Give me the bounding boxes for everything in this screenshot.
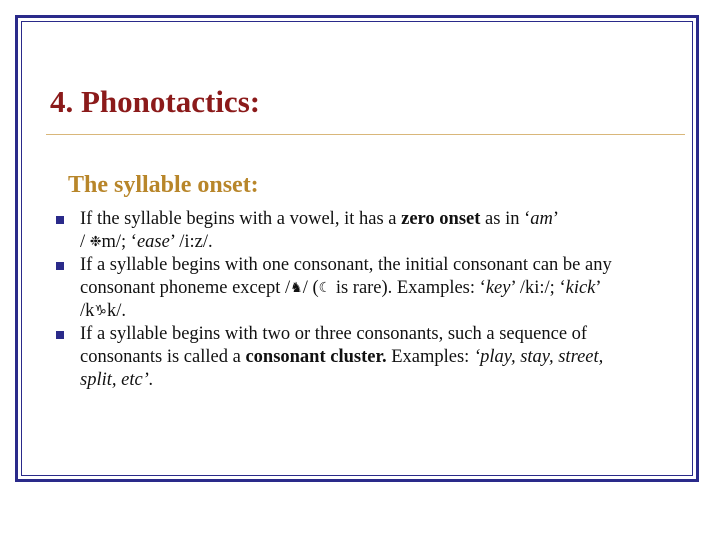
bullet-1-line-1: If the syllable begins with a vowel, it has a zero onset as in ‘am’ — [80, 209, 560, 229]
bullet-item-single-consonant — [56, 254, 696, 323]
phonetic-symbol-glyph: ♞ — [290, 280, 303, 296]
bullet-1-line-2: / ❉m/; ‘ease’ /i:z/. — [80, 232, 213, 252]
bullet-item-zero-onset — [56, 208, 696, 254]
square-bullet-icon — [56, 331, 64, 339]
bullet-list — [56, 208, 696, 392]
square-bullet-icon — [56, 216, 64, 224]
bullet-item-consonant-cluster — [56, 323, 696, 392]
bullet-2-line-3: /k♑k/. — [80, 301, 126, 321]
bullet-3-line-2: consonants is called a consonant cluster. Examples: ‘play, stay, street, — [80, 347, 604, 367]
bullet-2-line-2: consonant phoneme except /♞/ (☾ is rare). Examples: ‘key’ /ki:/; ‘kick’ — [80, 278, 602, 298]
bullet-3-line-1: If a syllable begins with two or three consonants, such a sequence of — [80, 324, 588, 344]
phonetic-symbol-glyph: ☾ — [318, 280, 332, 296]
title-divider — [46, 134, 685, 135]
phonetic-symbol-glyph: ❉ — [89, 234, 102, 250]
bullet-3-line-3: split, etc’. — [80, 370, 154, 390]
square-bullet-icon — [56, 262, 64, 270]
phonetic-symbol-glyph: ♑ — [94, 303, 107, 319]
bullet-2-line-1: If a syllable begins with one consonant, the initial consonant can be any — [80, 255, 612, 275]
slide-subtitle: The syllable onset: — [68, 172, 259, 198]
slide-title: 4. Phonotactics: — [50, 84, 261, 119]
